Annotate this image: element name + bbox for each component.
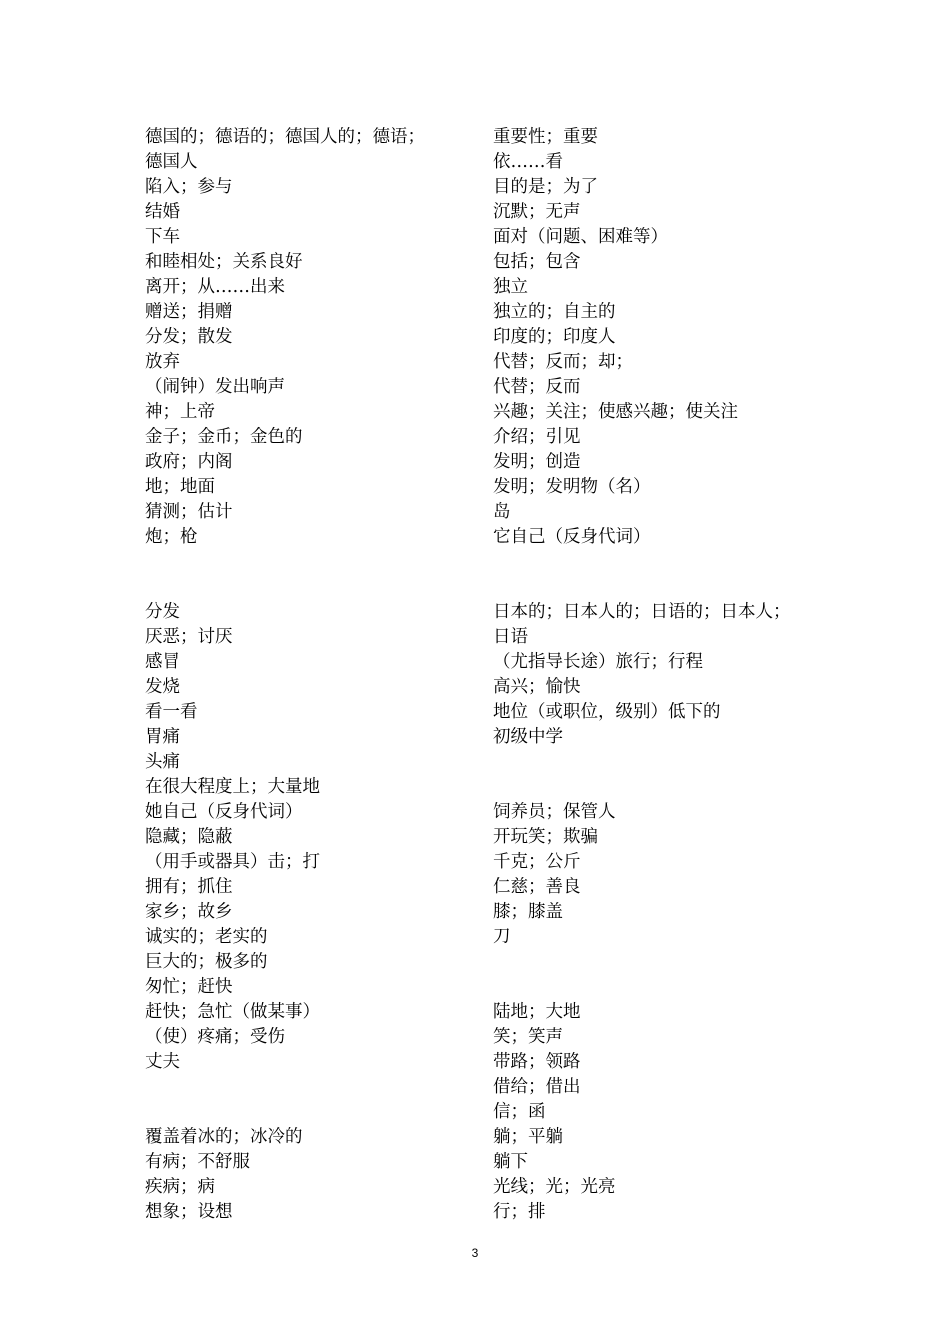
vocab-entry: 代替；反而；却； <box>493 352 633 372</box>
vocab-entry <box>145 550 475 575</box>
vocab-entry: 放弃 <box>145 352 180 372</box>
vocab-entry: （闹钟）发出响声 <box>145 377 285 397</box>
left-column <box>145 125 475 1225</box>
vocab-entry: 日语 <box>493 627 528 647</box>
vocab-entry: 目的是；为了 <box>493 177 598 197</box>
vocab-entry: 分发 <box>145 602 180 622</box>
vocab-entry <box>493 975 833 1000</box>
vocab-entry: 膝；膝盖 <box>493 902 563 922</box>
vocab-entry: 想象；设想 <box>145 1202 233 1222</box>
vocab-entry: 家乡；故乡 <box>145 902 233 922</box>
vocab-entry: 巨大的；极多的 <box>145 952 268 972</box>
vocab-entry: 沉默；无声 <box>493 202 581 222</box>
vocab-entry: 覆盖着冰的；冰冷的 <box>145 1127 303 1147</box>
vocab-entry: 日本的；日本人的；日语的；日本人； <box>493 602 791 622</box>
vocab-entry: 独立 <box>493 277 528 297</box>
vocab-entry: 兴趣；关注；使感兴趣；使关注 <box>493 402 738 422</box>
vocab-entry: 刀 <box>493 927 511 947</box>
vocab-entry: 拥有；抓住 <box>145 877 233 897</box>
vocab-entry: 头痛 <box>145 752 180 772</box>
vocab-entry: 高兴；愉快 <box>493 677 581 697</box>
vocab-entry: 代替；反而 <box>493 377 581 397</box>
vocab-entry <box>493 750 833 775</box>
vocab-entry: 它自己（反身代词） <box>493 527 651 547</box>
vocab-entry: 躺；平躺 <box>493 1127 563 1147</box>
vocab-entry: 陷入；参与 <box>145 177 233 197</box>
vocab-entry: 匆忙；赶快 <box>145 977 233 997</box>
vocab-entry: 分发；散发 <box>145 327 233 347</box>
vocab-entry: 德国的；德语的；德国人的；德语； <box>145 127 425 147</box>
vocab-entry <box>493 950 833 975</box>
vocab-entry: 有病；不舒服 <box>145 1152 250 1172</box>
vocab-entry: （尤指导长途）旅行；行程 <box>493 652 703 672</box>
vocab-entry: 千克；公斤 <box>493 852 581 872</box>
vocab-entry: 笑；笑声 <box>493 1027 563 1047</box>
vocab-entry: 结婚 <box>145 202 180 222</box>
vocab-entry: 发明；创造 <box>493 452 581 472</box>
vocab-entry: 发明；发明物（名） <box>493 477 651 497</box>
vocab-entry: 初级中学 <box>493 727 563 747</box>
vocab-entry: 猜测；估计 <box>145 502 233 522</box>
vocab-entry: 离开；从……出来 <box>145 277 285 297</box>
vocab-entry: 地位（或职位，级别）低下的 <box>493 702 721 722</box>
vocab-entry: 行；排 <box>493 1202 546 1222</box>
vocab-entry: 炮；枪 <box>145 527 198 547</box>
vocab-entry: 包括；包含 <box>493 252 581 272</box>
vocab-entry: 独立的；自主的 <box>493 302 616 322</box>
vocab-entry: 下车 <box>145 227 180 247</box>
vocab-entry: 地；地面 <box>145 477 215 497</box>
vocab-entry: 岛 <box>493 502 511 522</box>
vocab-entry: 饲养员；保管人 <box>493 802 616 822</box>
vocab-entry: 政府；内阁 <box>145 452 233 472</box>
vocab-entry <box>145 1075 475 1100</box>
vocab-entry: 赶快；急忙（做某事） <box>145 1002 320 1022</box>
vocab-entry: 在很大程度上；大量地 <box>145 777 320 797</box>
vocab-entry: 信；函 <box>493 1102 546 1122</box>
vocab-entry: 借给；借出 <box>493 1077 581 1097</box>
vocab-entry: 胃痛 <box>145 727 180 747</box>
vocab-entry <box>493 775 833 800</box>
vocab-entry: 光线；光；光亮 <box>493 1177 616 1197</box>
vocab-entry: 发烧 <box>145 677 180 697</box>
right-column <box>493 125 833 1225</box>
vocab-entry: 仁慈；善良 <box>493 877 581 897</box>
vocab-entry: 隐藏；隐蔽 <box>145 827 233 847</box>
vocab-entry: 带路；领路 <box>493 1052 581 1072</box>
vocab-entry: 依……看 <box>493 152 563 172</box>
vocab-entry: 介绍；引见 <box>493 427 581 447</box>
vocab-entry: （使）疼痛；受伤 <box>145 1027 285 1047</box>
vocab-entry: 陆地；大地 <box>493 1002 581 1022</box>
vocab-entry: 金子；金币；金色的 <box>145 427 303 447</box>
vocab-entry: 丈夫 <box>145 1052 180 1072</box>
vocab-entry: 重要性；重要 <box>493 127 598 147</box>
vocab-entry: 疾病；病 <box>145 1177 215 1197</box>
vocab-entry: 厌恶；讨厌 <box>145 627 233 647</box>
vocab-entry: 诚实的；老实的 <box>145 927 268 947</box>
vocab-entry: 开玩笑；欺骗 <box>493 827 598 847</box>
vocab-entry: 德国人 <box>145 152 198 172</box>
vocab-entry <box>145 575 475 600</box>
vocab-entry: 赠送；捐赠 <box>145 302 233 322</box>
vocab-entry: 神；上帝 <box>145 402 215 422</box>
vocab-entry: 看一看 <box>145 702 198 722</box>
vocab-entry: 印度的；印度人 <box>493 327 616 347</box>
vocab-entry: 她自己（反身代词） <box>145 802 303 822</box>
vocab-entry: 和睦相处；关系良好 <box>145 252 303 272</box>
vocab-entry <box>145 1100 475 1125</box>
vocab-entry <box>493 550 833 575</box>
page-number: 3 <box>471 1246 479 1260</box>
vocab-entry: （用手或器具）击；打 <box>145 852 320 872</box>
vocab-entry: 感冒 <box>145 652 180 672</box>
vocab-entry: 面对（问题、困难等） <box>493 227 668 247</box>
vocab-entry <box>493 575 833 600</box>
vocab-entry: 躺下 <box>493 1152 528 1172</box>
